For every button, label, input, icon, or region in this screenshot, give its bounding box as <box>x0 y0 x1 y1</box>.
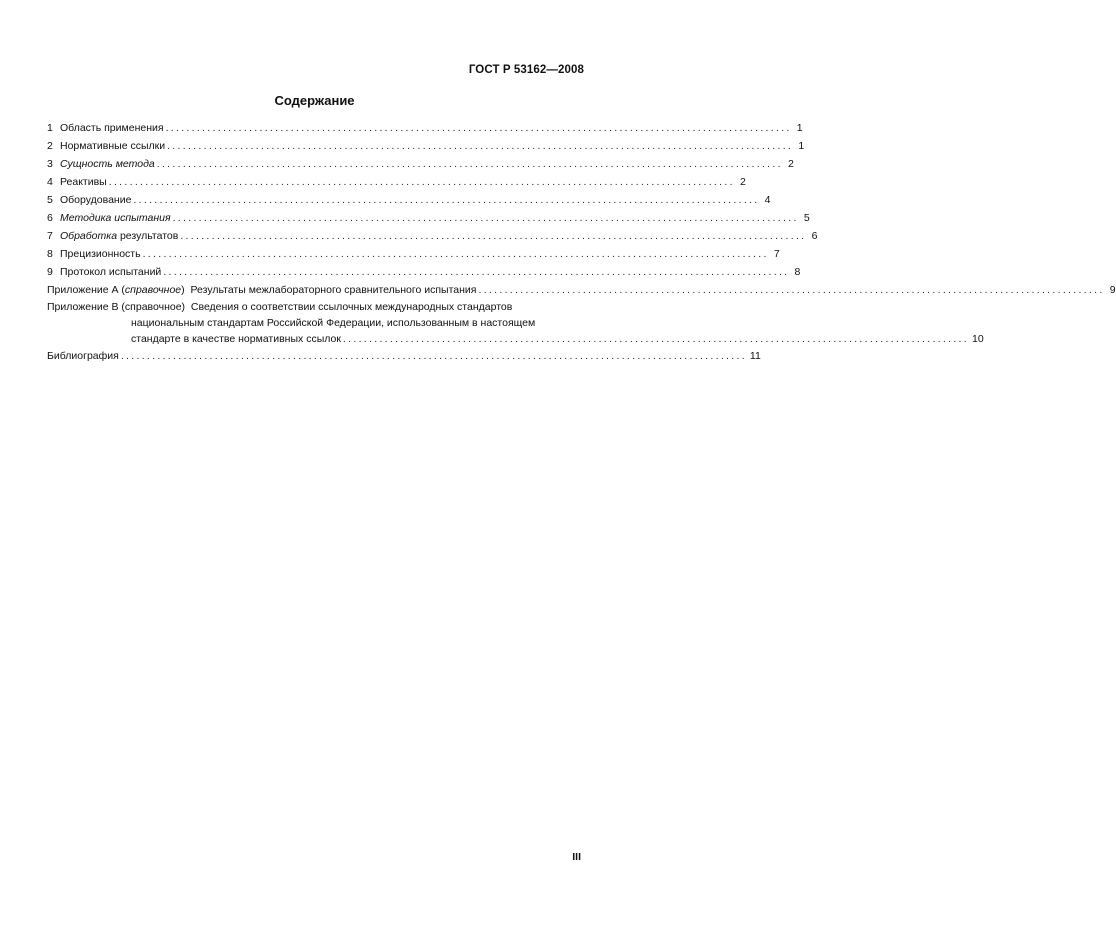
toc-entry-label: Прецизионность <box>60 248 141 260</box>
toc-entry-label: Нормативные ссылки <box>60 140 166 152</box>
toc-entry[interactable] <box>47 119 803 137</box>
appendix-b-prefix: Приложение В (справочное) <box>47 301 186 313</box>
toc-entry-page: 10 <box>972 333 984 345</box>
toc-entry-number: 5 <box>47 194 53 206</box>
dot-leader: ........................................................................................................................ <box>165 122 792 134</box>
toc-entry-number: 2 <box>47 140 53 152</box>
toc-entry[interactable] <box>47 263 801 281</box>
page-number: III <box>572 851 581 863</box>
toc-entry-number: 7 <box>47 230 53 242</box>
dot-leader: ........................................................................................................................ <box>163 266 790 278</box>
toc-entry[interactable] <box>47 245 780 263</box>
toc-entry-page: 1 <box>798 140 805 152</box>
toc-entry-label: Реактивы <box>60 176 107 188</box>
page-title: Содержание <box>274 93 355 108</box>
appendix-b-title-line3: стандарте в качестве нормативных ссылок <box>131 333 341 345</box>
toc-entry[interactable] <box>47 137 805 155</box>
toc-entry-number: 1 <box>47 122 53 134</box>
toc-entry-page: 5 <box>803 212 810 224</box>
toc-entry-page: 9 <box>1109 284 1116 296</box>
dot-leader: ........................................................................................................................ <box>108 176 735 188</box>
toc-entry-page: 2 <box>739 176 746 188</box>
toc-entry-label: Приложение А (справочное) Результаты межлабораторного сравнительного испытания <box>47 284 477 296</box>
dot-leader: ........................................................................................................................ <box>142 248 769 260</box>
toc-entry-page: 11 <box>749 350 761 362</box>
dot-leader: ........................................................................................................................ <box>156 158 783 170</box>
table-of-contents <box>47 119 1116 365</box>
document-code: ГОСТ Р 53162—2008 <box>468 64 584 76</box>
appendix-b-title-line1: Сведения о соответствии ссылочных международных стандартов <box>190 301 513 313</box>
toc-entry-number: 3 <box>47 158 53 170</box>
toc-entry-label: Методика испытания <box>60 212 171 224</box>
toc-entry-number: 4 <box>47 176 53 188</box>
toc-entry-page: 8 <box>794 266 801 278</box>
dot-leader: ........................................................................................................................ <box>180 230 807 242</box>
toc-entry-label: Обработка результатов <box>60 230 179 242</box>
toc-entry-label: Сущность метода <box>60 158 155 170</box>
toc-entry-label: Протокол испытаний <box>60 266 162 278</box>
toc-entry-number: 8 <box>47 248 53 260</box>
toc-entry[interactable] <box>47 191 771 209</box>
dot-leader: ........................................................................................................................ <box>167 140 794 152</box>
dot-leader: ........................................................................................................................ <box>172 212 799 224</box>
dot-leader: ........................................................................................................................ <box>133 194 760 206</box>
dot-leader: ........................................................................................................................ <box>478 284 1105 296</box>
toc-entry-appendix-b[interactable] <box>47 299 984 347</box>
toc-entry-label: Библиография <box>47 350 119 362</box>
toc-entry-label: Область применения <box>60 122 164 134</box>
toc-entries <box>47 119 818 281</box>
toc-entry[interactable] <box>47 209 810 227</box>
toc-entry-page: 6 <box>811 230 818 242</box>
appendix-b-title-line2: национальным стандартам Российской Федерации, использованным в настоящем <box>131 317 536 329</box>
toc-entry-page: 7 <box>773 248 780 260</box>
toc-entry[interactable] <box>47 227 818 245</box>
dot-leader: ........................................................................................................................ <box>120 350 747 362</box>
toc-entry-number: 9 <box>47 266 53 278</box>
toc-entry-bibliography[interactable] <box>47 347 761 365</box>
toc-entry-page: 1 <box>796 122 803 134</box>
toc-entry-page: 2 <box>787 158 794 170</box>
toc-entry[interactable] <box>47 173 746 191</box>
toc-entry-number: 6 <box>47 212 53 224</box>
toc-entry-label: Оборудование <box>60 194 132 206</box>
dot-leader: ........................................................................................................................ <box>342 333 969 345</box>
toc-entry-page: 4 <box>764 194 771 206</box>
toc-entry-appendix-a[interactable] <box>47 281 1116 299</box>
toc-entry[interactable] <box>47 155 794 173</box>
